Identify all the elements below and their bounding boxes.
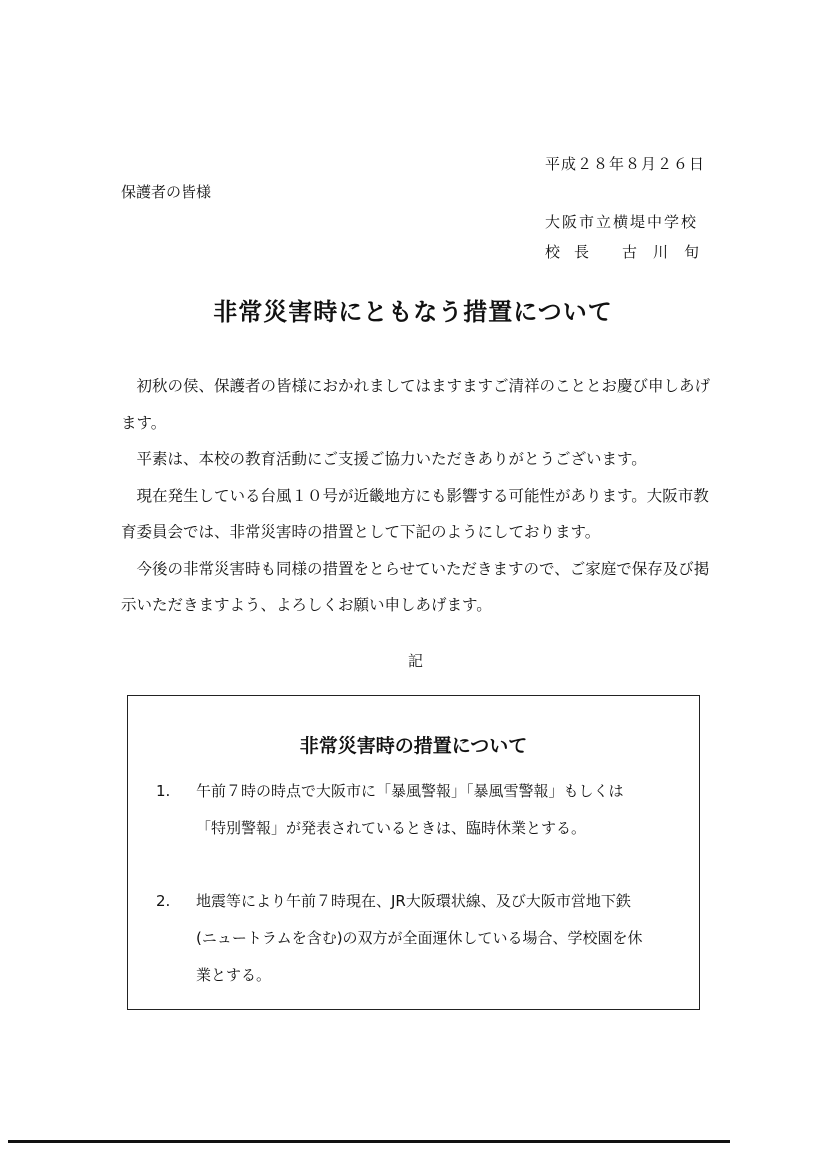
sender-principal (545, 241, 715, 262)
recipient: 保護者の皆様 (121, 183, 212, 201)
measures-box (127, 695, 700, 1010)
sender-school: 大阪市立横堤中学校 (545, 213, 699, 231)
sender-name: 古川旬 (621, 243, 715, 261)
measure-item (156, 883, 646, 994)
ki-heading: 記 (408, 652, 424, 670)
paragraph: 今後の非常災害時も同様の措置をとらせていただきますので、ご家庭で保存及び掲示いただきますよう、よろしくお願い申しあげます。 (121, 559, 710, 614)
item-number: 2. (156, 892, 171, 910)
box-title: 非常災害時の措置について (299, 735, 528, 757)
item-text: 地震等により午前７時現在、JR大阪環状線、及び大阪市営地下鉄(ニュートラムを含む)の双方が全面運休している場合、学校園を休業とする。 (196, 892, 643, 984)
item-text: 午前７時の時点で大阪市に「暴風警報」「暴風雪警報」もしくは「特別警報」が発表されているときは、臨時休業とする。 (196, 782, 624, 837)
document-date: 平成２８年８月２６日 (545, 155, 706, 173)
item-number: 1. (156, 782, 171, 800)
bottom-rule (8, 1140, 730, 1143)
paragraph: 初秋の侯、保護者の皆様におかれましてはますますご清祥のこととお慶び申しあげます。 (121, 377, 711, 432)
body-text (121, 368, 721, 624)
paragraph: 平素は、本校の教育活動にご支援ご協力いただきありがとうございます。 (136, 450, 647, 468)
document-title: 非常災害時にともなう措置について (213, 298, 613, 326)
measure-item (156, 773, 646, 847)
paragraph: 現在発生している台風１０号が近畿地方にも影響する可能性があります。大阪市教育委員会では、非常災害時の措置として下記のようにしております。 (121, 486, 709, 541)
sender-role: 校長 (545, 243, 604, 261)
